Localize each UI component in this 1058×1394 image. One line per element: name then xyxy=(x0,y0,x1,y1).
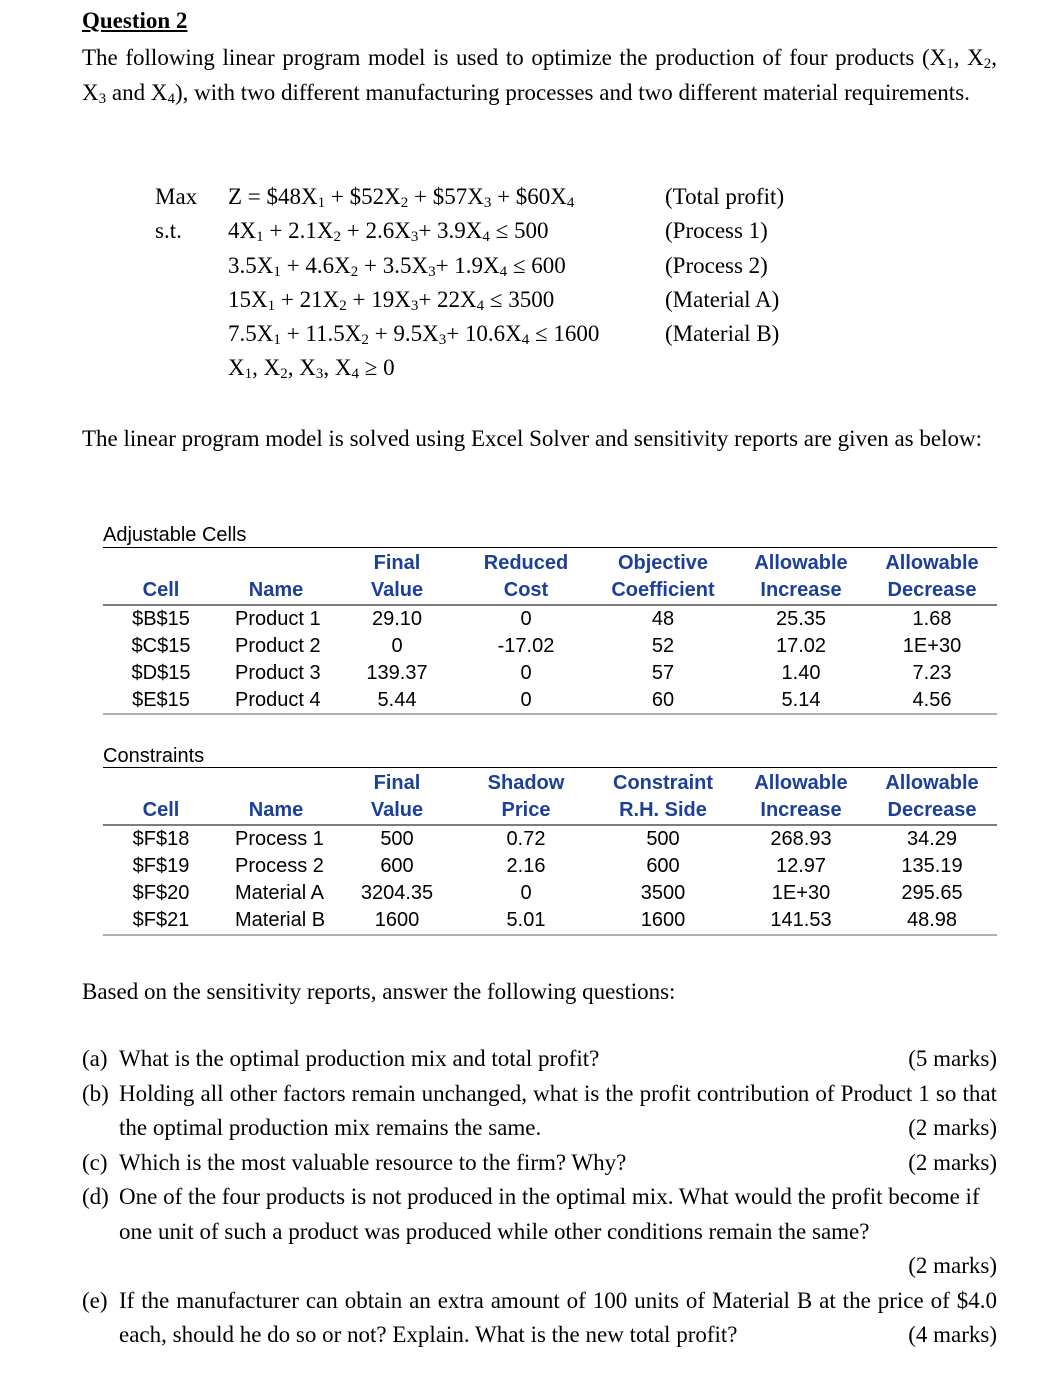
column-header: Name xyxy=(219,797,333,825)
table-cell: 3500 xyxy=(640,882,686,904)
column-header: Price xyxy=(461,797,591,825)
table-cell: $B$15 xyxy=(132,608,190,630)
constraints-bottom-rule xyxy=(103,934,997,936)
table-cell: 12.97 xyxy=(775,855,827,877)
table-cell: Material A xyxy=(235,882,324,904)
question-item xyxy=(82,1180,997,1284)
lp-row-note: (Process 1) xyxy=(665,218,768,243)
table-cell: 34.29 xyxy=(906,828,958,850)
column-header: Constraint xyxy=(613,772,713,794)
column-header: Allowable xyxy=(754,772,848,794)
question-list xyxy=(82,1042,997,1353)
table-row xyxy=(103,605,997,633)
column-header xyxy=(103,550,219,577)
column-header: Value xyxy=(333,577,461,605)
solved-paragraph: The linear program model is solved using Excel Solver and sensitivity reports are given as below: xyxy=(82,426,982,451)
constraints-header-row-1 xyxy=(103,770,997,797)
column-header: Final xyxy=(373,772,421,794)
question-text: If the manufacturer can obtain an extra amount of 100 units of Material B at the price of $4.0 each, should he do so or not? Explain. What is the new total profit? (4 marks) xyxy=(119,1284,997,1353)
question-text: (2 marks) Which is the most valuable resource to the firm? Why? xyxy=(119,1146,997,1181)
lp-row-expression: $Z = \$48X_1$ + $\$52X_2$ + $\$57X_3$ + $\$60X_4$ xyxy=(228,184,575,211)
lp-row-expression: $7.5X_1 + 11.5X_2 + 9.5X_3+ 10.6X_4 \le 1600$ xyxy=(228,321,600,348)
table-cell: 4.56 xyxy=(912,689,952,711)
adjustable-bottom-rule xyxy=(103,713,997,715)
based-paragraph: Based on the sensitivity reports, answer the following questions: xyxy=(82,979,676,1004)
table-cell: 3204.35 xyxy=(360,882,434,904)
question-label: (c) xyxy=(82,1149,108,1175)
lp-row-label: s.t. xyxy=(155,218,182,243)
table-cell: 1.68 xyxy=(912,608,952,630)
question-marks: (4 marks) xyxy=(908,1322,997,1347)
table-row xyxy=(103,880,997,907)
table-cell: 52 xyxy=(651,635,675,657)
table-cell: 2.16 xyxy=(506,855,546,877)
question-marks: (2 marks) xyxy=(908,1253,997,1278)
column-header: Value xyxy=(333,797,461,825)
lp-row-note: (Material A) xyxy=(665,287,780,312)
table-cell: Product 1 xyxy=(235,608,321,630)
table-cell: 57 xyxy=(651,662,675,684)
table-cell: 1.40 xyxy=(781,662,821,684)
table-cell: -17.02 xyxy=(497,635,555,657)
lp-row-label: Max xyxy=(155,184,198,209)
adjustable-header-row-2 xyxy=(103,577,997,605)
table-cell: 0.72 xyxy=(506,828,546,850)
table-row xyxy=(103,687,997,714)
constraints-title: Constraints xyxy=(103,745,205,767)
column-header: Coefficient xyxy=(591,577,735,605)
question-text: One of the four products is not produced in the optimal mix. What would the profit become if one unit of such a product was produced while other conditions remain the same? (2 marks) xyxy=(119,1180,997,1284)
lp-row-note: (Total profit) xyxy=(665,184,785,209)
table-cell: 1E+30 xyxy=(902,635,962,657)
column-header: R.H. Side xyxy=(591,797,735,825)
question-marks: (5 marks) xyxy=(908,1046,997,1071)
table-cell: 500 xyxy=(646,828,680,850)
column-header: Final xyxy=(373,552,421,574)
question-marks: (2 marks) xyxy=(908,1149,997,1175)
lp-row-expression: $X_1$, $X_2$, $X_3$, $X_4 \ge 0$ xyxy=(228,355,395,382)
column-header xyxy=(219,770,333,797)
table-cell: 5.44 xyxy=(377,689,417,711)
lp-row-note: (Process 2) xyxy=(665,253,768,278)
table-cell: $C$15 xyxy=(131,635,191,657)
question-item xyxy=(82,1146,997,1181)
table-row xyxy=(103,633,997,660)
table-row xyxy=(103,660,997,687)
table-cell: $D$15 xyxy=(131,662,191,684)
table-cell: 5.01 xyxy=(506,909,546,931)
column-header: Increase xyxy=(735,577,867,605)
column-header: Cell xyxy=(103,577,219,605)
question-item xyxy=(82,1284,997,1353)
adjustable-header-row-1 xyxy=(103,550,997,577)
column-header xyxy=(219,550,333,577)
table-cell: 29.10 xyxy=(371,608,423,630)
table-cell: Process 1 xyxy=(235,828,324,850)
question-label: (b) xyxy=(82,1080,109,1106)
table-cell: Process 2 xyxy=(235,855,324,877)
lp-row-expression: $4X_1 + 2.1X_2 + 2.6X_3+ 3.9X_4 \le 500$ xyxy=(228,218,549,245)
adjustable-top-rule xyxy=(103,547,997,548)
table-cell: 5.14 xyxy=(781,689,821,711)
table-cell: 0 xyxy=(520,689,532,711)
column-header: Allowable xyxy=(885,772,979,794)
table-cell: 141.53 xyxy=(770,909,832,931)
question-label: (a) xyxy=(82,1046,108,1071)
question-item xyxy=(82,1042,997,1077)
table-cell: 48.98 xyxy=(906,909,958,931)
constraints-header-row-2 xyxy=(103,797,997,825)
column-header: Cost xyxy=(461,577,591,605)
table-cell: $F$19 xyxy=(132,855,190,877)
column-header: Shadow xyxy=(487,772,565,794)
column-header: Decrease xyxy=(867,797,997,825)
table-cell: 0 xyxy=(520,608,532,630)
table-cell: 17.02 xyxy=(775,635,827,657)
adjustable-cells-title: Adjustable Cells xyxy=(103,524,247,546)
question-text: (5 marks) What is the optimal production mix and total profit? xyxy=(119,1042,997,1077)
column-header: Decrease xyxy=(867,577,997,605)
table-cell: Product 2 xyxy=(235,635,321,657)
table-cell: $E$15 xyxy=(132,689,190,711)
column-header: Reduced xyxy=(483,552,569,574)
table-cell: 7.23 xyxy=(912,662,952,684)
column-header xyxy=(103,770,219,797)
table-row xyxy=(103,853,997,880)
table-cell: $F$21 xyxy=(132,909,190,931)
table-cell: 0 xyxy=(391,635,403,657)
question-title: Question 2 xyxy=(82,8,188,33)
table-cell: 1600 xyxy=(374,909,420,931)
column-header: Allowable xyxy=(754,552,848,574)
lp-row-expression: $15X_1 + 21X_2 + 19X_3+ 22X_4 \le 3500$ xyxy=(228,287,555,314)
table-cell: 500 xyxy=(380,828,414,850)
column-header: Name xyxy=(219,577,333,605)
table-row xyxy=(103,907,997,934)
table-cell: $F$20 xyxy=(132,882,190,904)
question-label: (d) xyxy=(82,1184,109,1209)
table-cell: $F$18 xyxy=(132,828,190,850)
constraints-table xyxy=(103,770,997,934)
table-cell: Product 3 xyxy=(235,662,321,684)
question-text: Holding all other factors remain unchanged, what is the profit contribution of Product 1 so that the optimal production mix remains the same. (2 marks) xyxy=(119,1077,997,1146)
lp-row-note: (Material B) xyxy=(665,321,780,346)
question-marks: (2 marks) xyxy=(908,1115,997,1140)
table-cell: 1600 xyxy=(640,909,686,931)
adjustable-cells-table xyxy=(103,550,997,714)
table-cell: 48 xyxy=(651,608,675,630)
table-cell: 25.35 xyxy=(775,608,827,630)
column-header: Increase xyxy=(735,797,867,825)
table-cell: 139.37 xyxy=(366,662,428,684)
table-row xyxy=(103,825,997,853)
table-cell: 268.93 xyxy=(770,828,832,850)
table-cell: 135.19 xyxy=(901,855,963,877)
table-cell: 295.65 xyxy=(901,882,963,904)
table-cell: 600 xyxy=(380,855,414,877)
table-cell: Material B xyxy=(235,909,326,931)
column-header: Objective xyxy=(617,552,709,574)
table-cell: Product 4 xyxy=(235,689,321,711)
table-cell: 1E+30 xyxy=(771,882,831,904)
column-header: Cell xyxy=(103,797,219,825)
column-header: Allowable xyxy=(885,552,979,574)
table-cell: 600 xyxy=(646,855,680,877)
table-cell: 0 xyxy=(520,882,532,904)
constraints-top-rule xyxy=(103,767,997,768)
table-cell: 0 xyxy=(520,662,532,684)
lp-row-expression: $3.5X_1 + 4.6X_2 + 3.5X_3+ 1.9X_4 \le 600$ xyxy=(228,253,566,280)
table-cell: 60 xyxy=(651,689,675,711)
intro-paragraph: The following linear program model is used to optimize the production of four products ($X_1$, $X_2$, $X_3$ and $X_4$), with two different manufacturing processes and two different material requirements. xyxy=(82,45,997,107)
question-item xyxy=(82,1077,997,1146)
question-label: (e) xyxy=(82,1287,108,1313)
